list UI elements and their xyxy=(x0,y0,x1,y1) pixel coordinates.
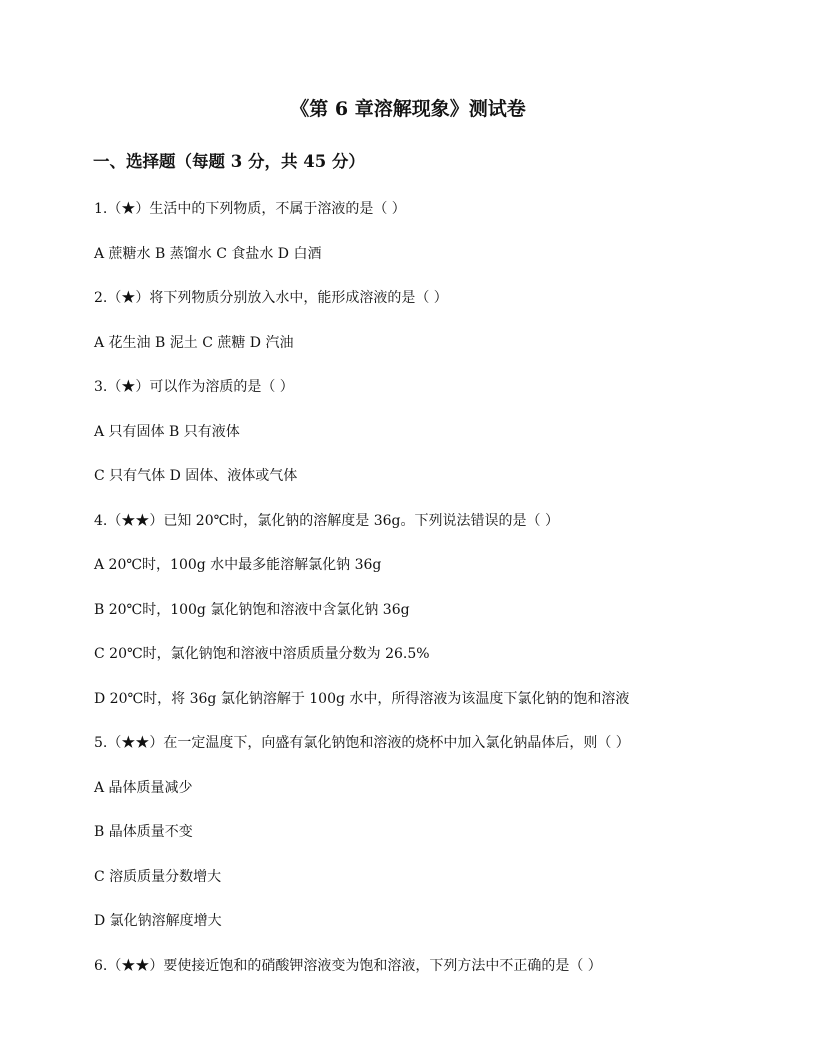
question-6: 6.（★★）要使接近饱和的硝酸钾溶液变为饱和溶液，下列方法中不正确的是（ ） xyxy=(94,958,602,974)
section-heading: 一、选择题（每题 3 分，共 45 分） xyxy=(93,152,365,171)
question-2-options: A 花生油 B 泥土 C 蔗糖 D 汽油 xyxy=(94,335,294,351)
question-1-options: A 蔗糖水 B 蒸馏水 C 食盐水 D 白酒 xyxy=(94,246,322,262)
question-1: 1.（★）生活中的下列物质，不属于溶液的是（ ） xyxy=(94,201,406,217)
question-4-option-a: A 20℃时，100g 水中最多能溶解氯化钠 36g xyxy=(94,557,382,573)
question-5-option-d: D 氯化钠溶解度增大 xyxy=(94,913,222,929)
question-2: 2.（★）将下列物质分别放入水中，能形成溶液的是（ ） xyxy=(94,290,448,306)
question-3-option-ab: A 只有固体 B 只有液体 xyxy=(94,424,240,440)
question-5-option-a: A 晶体质量减少 xyxy=(94,780,193,796)
document-title: 《第 6 章溶解现象》测试卷 xyxy=(290,98,526,120)
question-5: 5.（★★）在一定温度下，向盛有氯化钠饱和溶液的烧杯中加入氯化钠晶体后，则（ ） xyxy=(94,735,630,751)
question-3-option-cd: C 只有气体 D 固体、液体或气体 xyxy=(94,468,298,484)
question-4-option-b: B 20℃时，100g 氯化钠饱和溶液中含氯化钠 36g xyxy=(94,602,410,618)
question-4: 4.（★★）已知 20℃时，氯化钠的溶解度是 36g。下列说法错误的是（ ） xyxy=(94,513,559,529)
question-4-option-c: C 20℃时，氯化钠饱和溶液中溶质质量分数为 26.5% xyxy=(94,646,430,662)
question-4-option-d: D 20℃时，将 36g 氯化钠溶解于 100g 水中，所得溶液为该温度下氯化钠的饱和溶液 xyxy=(94,691,630,707)
question-3: 3.（★）可以作为溶质的是（ ） xyxy=(94,379,294,395)
question-5-option-b: B 晶体质量不变 xyxy=(94,824,193,840)
question-5-option-c: C 溶质质量分数增大 xyxy=(94,869,222,885)
